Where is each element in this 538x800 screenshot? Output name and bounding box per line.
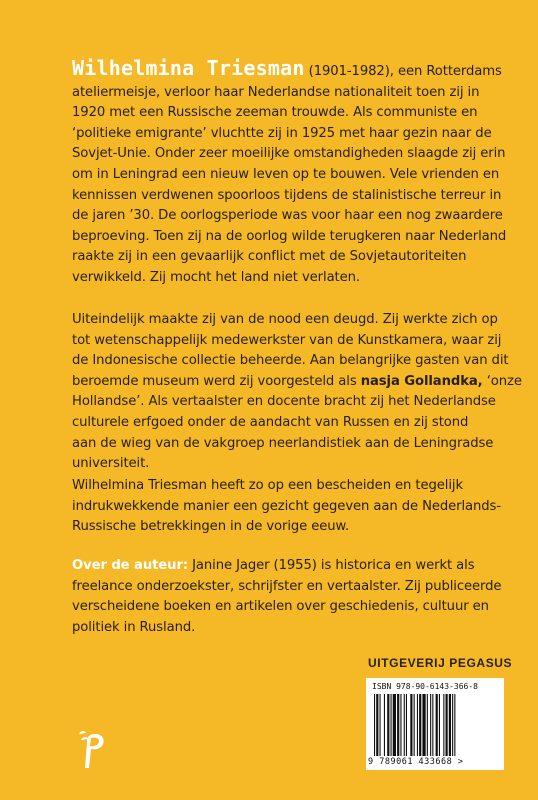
text-line: [72, 556, 512, 577]
text-line: universiteit.: [72, 456, 150, 472]
text-line: indrukwekkende manier een gezicht gegeven aan de Nederlands-: [72, 498, 501, 514]
barcode-icon: [374, 694, 496, 756]
text-line: culturele erfgoed onder de aandacht van Russen en zij stond: [72, 414, 469, 430]
text-line: ateliermeisje, verloor haar Nederlandse nationaliteit toen zij in: [72, 84, 480, 100]
text-line: Sovjet-Unie. Onder zeer moeilijke omstandigheden slaagde zij erin: [72, 146, 506, 162]
barcode-panel: [366, 678, 504, 770]
text-segment: beroemde museum werd zij voorgesteld als: [72, 373, 361, 389]
text-line: freelance onderzoekster, schrijfster en vertaalster. Zij publiceerde: [72, 578, 502, 594]
text-line: raakte zij in een gevaarlijk conflict met de Sovjetautoriteiten: [72, 249, 467, 265]
text-line: tot wetenschappelijk medewerkster van de Kunstkamera, waar zij: [72, 332, 502, 348]
text-line: om in Leningrad een nieuw leven op te bouwen. Vele vrienden en: [72, 166, 500, 182]
text-line: de Indonesische collectie beheerde. Aan belangrijke gasten van dit: [72, 353, 509, 369]
text-line: politiek in Rusland.: [72, 619, 196, 635]
text-line: [72, 372, 522, 393]
text-line: 1920 met een Russische zeeman trouwde. Als communiste en: [72, 105, 478, 121]
text-segment: Janine Jager (1955) is historica en werkt als: [188, 558, 475, 573]
author-label: Over de auteur:: [72, 558, 189, 573]
paragraph-intro: [72, 58, 512, 289]
isbn-number: ISBN 978-90-6143-366-8: [372, 682, 478, 691]
text-line: (1901-1982), een Rotterdams: [304, 64, 502, 79]
publisher-name: UITGEVERIJ PEGASUS: [368, 656, 513, 670]
text-line: verscheidene boeken en artikelen over geschiedenis, cultuur en: [72, 599, 489, 615]
text-segment: ‘onze: [482, 373, 522, 389]
barcode-digits: 9 789061 433668 >: [368, 757, 464, 767]
paragraph-summary: [72, 476, 512, 538]
paragraph-author: [72, 556, 512, 638]
text-line: de jaren ’30. De oorlogsperiode was voor haar een nog zwaardere: [72, 208, 503, 224]
paragraph-career: [72, 310, 522, 475]
text-line: beproeving. Toen zij na de oorlog wilde terugkeren naar Nederland: [72, 228, 507, 244]
text-line: ‘politieke emigrante’ vluchtte zij in 1925 met haar gezin naar de: [72, 125, 492, 141]
text-line: kennissen verdwenen spoorloos tijdens de stalinistische terreur in: [72, 187, 502, 203]
text-line: Hollandse’. Als vertaalster en docente bracht zij het Nederlandse: [72, 394, 496, 410]
text-line: verwikkeld. Zij mocht het land niet verlaten.: [72, 269, 360, 285]
subject-name: Wilhelmina Triesman: [72, 56, 305, 80]
text-line: Russische betrekkingen in de vorige eeuw.: [72, 519, 350, 535]
text-line: aan de wieg van de vakgroep neerlandistiek aan de Leningradse: [72, 435, 494, 451]
text-line: Uiteindelijk maakte zij van de nood een deugd. Zij werkte zich op: [72, 312, 498, 327]
emphasis-phrase: nasja Gollandka,: [360, 373, 483, 389]
pegasus-p-logo-icon: [77, 728, 107, 774]
text-line: Wilhelmina Triesman heeft zo op een bescheiden en tegelijk: [72, 478, 464, 493]
